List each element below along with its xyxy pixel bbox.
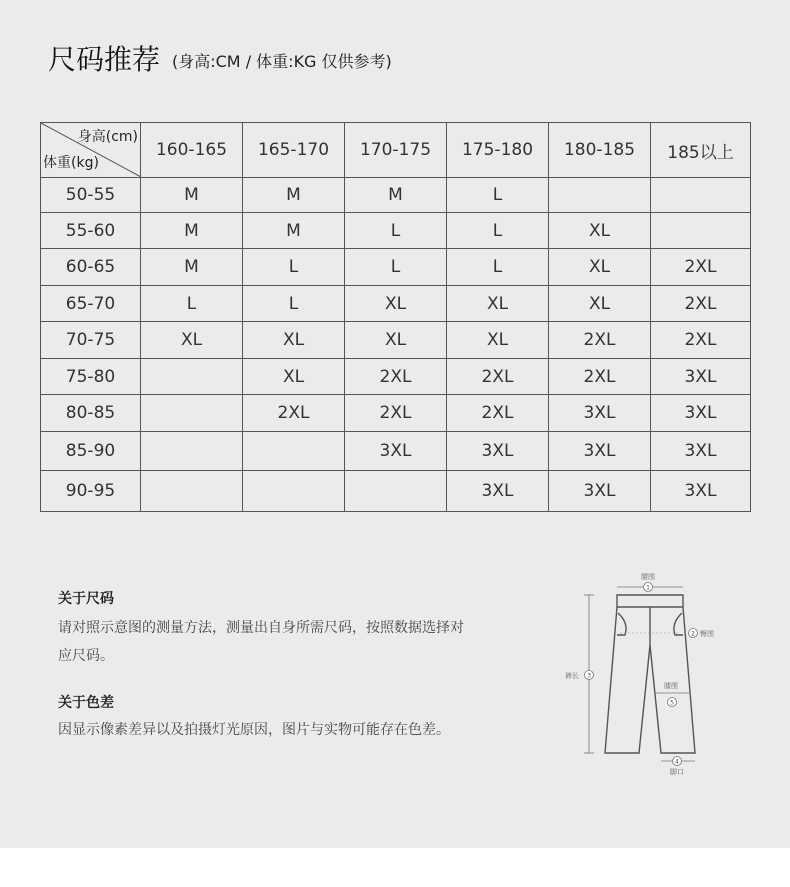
header-height-range: 180-185	[549, 123, 651, 178]
pants-waistband	[617, 595, 683, 607]
waist-label: 腰围	[641, 573, 655, 581]
size-cell: 3XL	[651, 395, 751, 432]
size-cell: L	[345, 249, 447, 286]
size-cell: 3XL	[651, 471, 751, 512]
size-cell	[651, 213, 751, 249]
pants-measurement-diagram	[555, 565, 735, 780]
table-row	[41, 286, 751, 322]
length-marker-num: 3	[587, 672, 591, 680]
size-cell: M	[141, 249, 243, 286]
table-row	[41, 432, 751, 471]
size-cell: XL	[243, 322, 345, 359]
size-cell: L	[345, 213, 447, 249]
header-height-range: 170-175	[345, 123, 447, 178]
size-cell: M	[141, 213, 243, 249]
size-cell: 2XL	[549, 359, 651, 395]
size-cell: L	[243, 249, 345, 286]
waist-marker-num: 1	[646, 584, 650, 592]
size-cell: 2XL	[549, 322, 651, 359]
size-cell: L	[447, 213, 549, 249]
size-cell	[141, 395, 243, 432]
size-cell	[243, 432, 345, 471]
size-table	[40, 122, 751, 512]
table-row	[41, 395, 751, 432]
size-cell: M	[345, 178, 447, 213]
header-height-range: 160-165	[141, 123, 243, 178]
size-cell	[651, 178, 751, 213]
size-cell: XL	[345, 286, 447, 322]
row-weight-range: 85-90	[41, 432, 141, 471]
hip-label: 臀围	[700, 630, 714, 638]
table-row	[41, 359, 751, 395]
size-cell	[141, 432, 243, 471]
size-cell: M	[243, 178, 345, 213]
size-cell: 2XL	[447, 359, 549, 395]
row-weight-range: 60-65	[41, 249, 141, 286]
pants-right-pocket	[674, 613, 683, 635]
size-cell: L	[447, 249, 549, 286]
size-cell: 3XL	[549, 432, 651, 471]
size-cell: 3XL	[549, 471, 651, 512]
size-cell: L	[243, 286, 345, 322]
row-weight-range: 50-55	[41, 178, 141, 213]
header-height-range: 165-170	[243, 123, 345, 178]
knee-label: 膝围	[664, 682, 678, 690]
table-row	[41, 213, 751, 249]
size-cell: 2XL	[651, 286, 751, 322]
corner-weight-label: 体重(kg)	[43, 155, 99, 171]
size-cell: M	[243, 213, 345, 249]
table-row	[41, 249, 751, 286]
size-cell: 3XL	[345, 432, 447, 471]
size-cell: XL	[447, 286, 549, 322]
hem-label: 脚口	[670, 768, 684, 776]
size-cell: 2XL	[243, 395, 345, 432]
size-cell: 3XL	[447, 471, 549, 512]
size-cell: XL	[141, 322, 243, 359]
size-cell: 3XL	[651, 359, 751, 395]
size-cell	[549, 178, 651, 213]
row-weight-range: 70-75	[41, 322, 141, 359]
table-row	[41, 471, 751, 512]
size-cell	[345, 471, 447, 512]
size-cell: XL	[549, 249, 651, 286]
row-weight-range: 75-80	[41, 359, 141, 395]
table-row	[41, 322, 751, 359]
size-cell: 3XL	[651, 432, 751, 471]
page-title: 尺码推荐	[48, 43, 161, 76]
size-cell: 2XL	[345, 359, 447, 395]
size-cell: 2XL	[651, 322, 751, 359]
size-cell: XL	[549, 286, 651, 322]
size-cell: L	[141, 286, 243, 322]
header-height-range: 175-180	[447, 123, 549, 178]
table-header-row	[41, 123, 751, 178]
color-note-title: 关于色差	[58, 695, 114, 711]
header-height-range: 185以上	[651, 123, 751, 178]
size-cell	[243, 471, 345, 512]
hip-marker-num: 2	[691, 630, 695, 638]
corner-height-label: 身高(cm)	[77, 129, 138, 145]
color-note-text: 因显示像素差异以及拍摄灯光原因，图片与实物可能存在色差。	[58, 722, 450, 738]
table-corner-cell	[41, 123, 141, 178]
size-cell: XL	[549, 213, 651, 249]
size-cell: M	[141, 178, 243, 213]
size-cell: 2XL	[651, 249, 751, 286]
size-cell	[141, 471, 243, 512]
knee-marker-num: 5	[670, 699, 674, 707]
table-row	[41, 178, 751, 213]
page-subtitle: (身高:CM / 体重:KG 仅供参考)	[172, 52, 392, 71]
size-cell: 2XL	[345, 395, 447, 432]
size-cell: 3XL	[549, 395, 651, 432]
size-cell: 3XL	[447, 432, 549, 471]
pants-left-pocket	[617, 613, 626, 635]
size-cell: XL	[345, 322, 447, 359]
size-cell	[141, 359, 243, 395]
size-cell: XL	[243, 359, 345, 395]
row-weight-range: 80-85	[41, 395, 141, 432]
row-weight-range: 55-60	[41, 213, 141, 249]
size-cell: XL	[447, 322, 549, 359]
size-cell: 2XL	[447, 395, 549, 432]
hem-marker-num: 4	[675, 758, 679, 766]
size-cell: L	[447, 178, 549, 213]
size-note-text: 请对照示意图的测量方法，测量出自身所需尺码，按照数据选择对应尺码。	[58, 620, 464, 664]
length-label: 裤长	[565, 672, 579, 680]
row-weight-range: 65-70	[41, 286, 141, 322]
row-weight-range: 90-95	[41, 471, 141, 512]
size-note-title: 关于尺码	[58, 591, 114, 607]
